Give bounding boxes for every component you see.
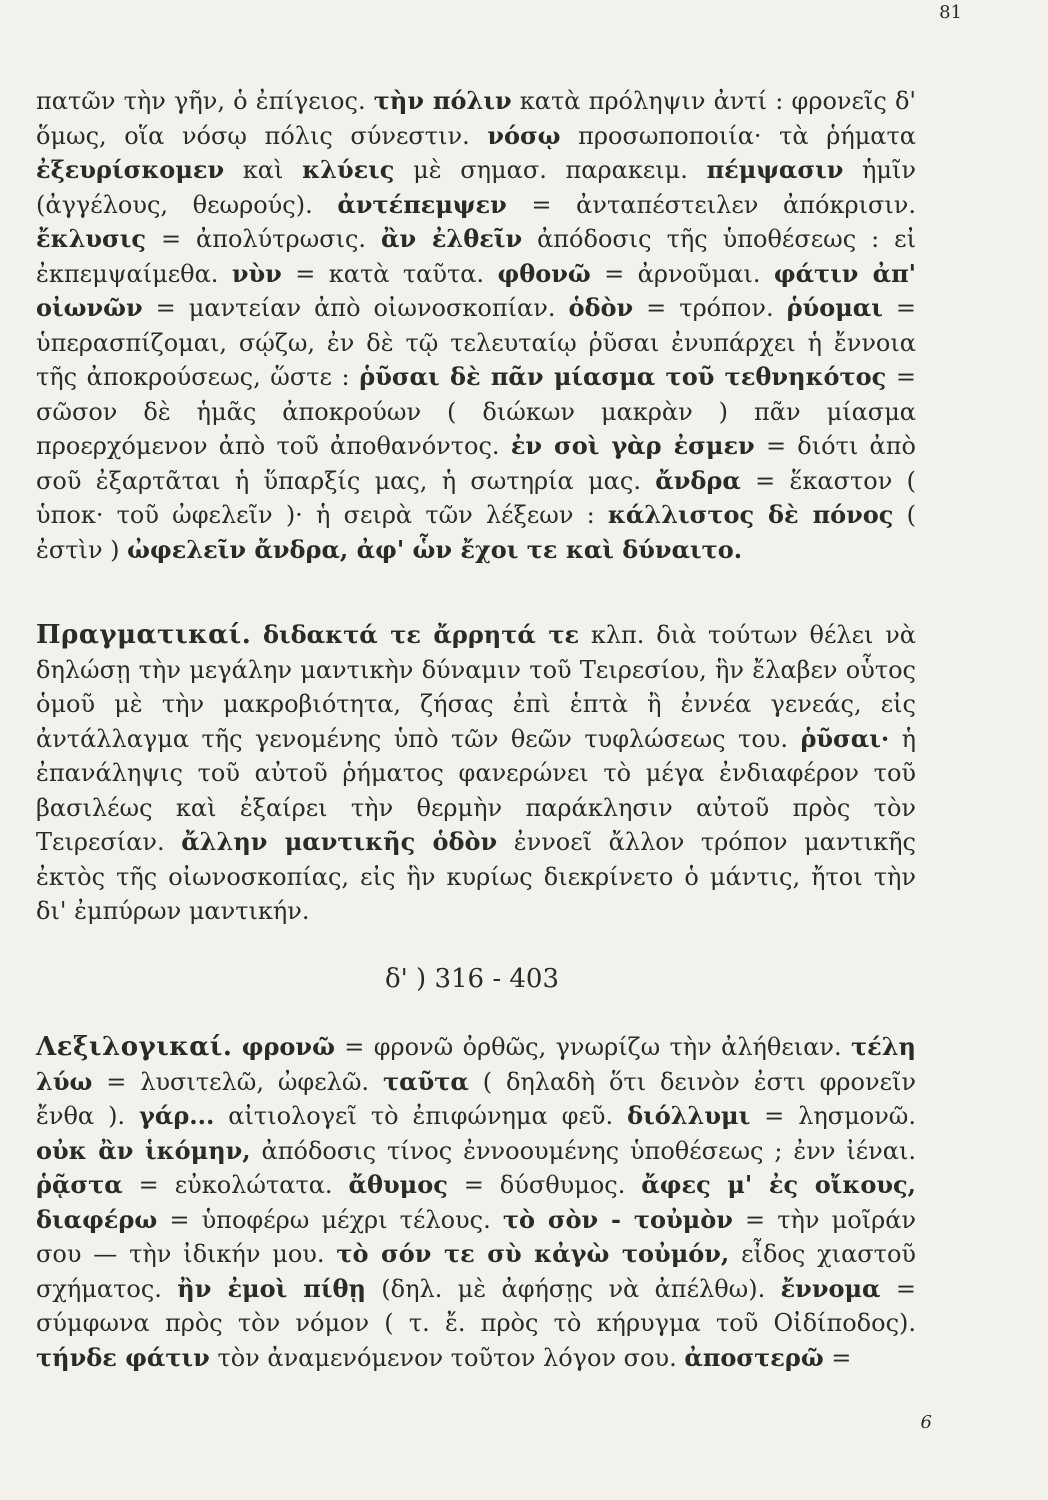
text-run: εἶδος χιαστοῦ σχήματος.	[36, 1240, 916, 1303]
bold-term: ἂν ἐλθεῖν	[381, 224, 523, 253]
text-run: =	[823, 1343, 852, 1372]
text-run: = φρονῶ ὀρθῶς, γνωρίζω τὴν ἀλήθειαν.	[334, 1033, 851, 1061]
text-run: = κατὰ ταῦτα.	[281, 259, 498, 288]
text-run: = τὴν μοῖράν σου — τὴν ἰδικήν μου.	[36, 1205, 917, 1268]
text-run: καὶ	[224, 156, 303, 184]
bold-term: ἔκλυσις	[36, 224, 146, 253]
text-run: κατὰ πρόληψιν ἀντί : φρονεῖς δ' ὅμως, οἵα νόσῳ πόλις σύνεστιν.	[36, 87, 917, 150]
bold-term: γάρ...	[139, 1101, 215, 1130]
text-run: ἡμῖν (ἀγγέλους, θεωρούς).	[36, 156, 917, 219]
bold-term: τήνδε φάτιν	[36, 1342, 210, 1372]
bold-term: ἢν ἐμοὶ πίθῃ	[177, 1273, 366, 1303]
text-run: = εὐκολώτατα.	[122, 1171, 349, 1199]
bold-term: ἄλλην μαντικῆς ὁδὸν	[181, 827, 498, 856]
bold-term: ἄνδρα	[655, 465, 741, 495]
paragraph	[36, 1030, 916, 1375]
text-run: = δύσθυμος.	[447, 1171, 642, 1199]
bold-term: φρονῶ	[241, 1032, 335, 1061]
text-run: = μαντείαν ἀπὸ οἰωνοσκοπίαν.	[142, 294, 569, 322]
bold-term: διδακτά τε ἄρρητά τε	[263, 620, 580, 649]
text-run: προσωποποιία· τὰ ῥήματα	[560, 121, 916, 150]
text-run: κλπ. διὰ τούτων θέλει νὰ δηλώσῃ τὴν μεγάλην μαντικὴν δύναμιν τοῦ Τειρεσίου, ἣν ἔλαβεν οὗτος ὁμοῦ μὲ τὴν μακροβιότητα, ζήσας ἐπὶ ἑπτὰ ἢ ἐννέα γενεάς, εἰς ἀντάλλαγμα τῆς γενομένης ὑπὸ τῶν θεῶν τυφλώσεως του.	[36, 621, 916, 753]
commentary-block-a	[36, 84, 916, 567]
bold-term: κάλλιστος δὲ πόνος	[607, 500, 894, 529]
text-run: ἡ ἐπανάληψις τοῦ αὐτοῦ ῥήματος φανερώνει τὸ μέγα ἐνδιαφέρον τοῦ βασιλέως καὶ ἐξαίρει τὴν θερμὴν παράκλησιν αὐτοῦ πρὸς τὸν Τειρεσίαν.	[36, 724, 917, 856]
bold-term: διόλλυμι	[627, 1101, 751, 1130]
bold-term: ἐξευρίσκομεν	[36, 155, 225, 184]
bold-term: τὸ σὸν - τοὐμὸν	[502, 1204, 733, 1234]
text-run: μὲ σημασ. παρακειμ.	[394, 156, 707, 184]
text-run: = ἀνταπέστειλεν ἀπόκρισιν.	[506, 190, 916, 219]
paragraph-body	[36, 1033, 916, 1372]
bold-term: τὴν πόλιν	[373, 86, 512, 115]
bold-term: φθονῶ	[497, 258, 591, 288]
text-run: = ἀρνοῦμαι.	[590, 259, 774, 288]
bold-term: ταῦτα	[382, 1066, 469, 1096]
bold-term: νὺν	[231, 258, 282, 288]
text-run: ( ἐστὶν )	[36, 501, 916, 564]
text-run: αἰτιολογεῖ τὸ ἐπιφώνημα φεῦ.	[214, 1102, 628, 1130]
text-run: ἐννοεῖ ἄλλον τρόπον μαντικῆς ἐκτὸς τῆς οἰωνοσκοπίας, εἰς ἣν κυρίως διεκρίνετο ὁ μάντις, ἤτοι τὴν δι' ἐμπύρων μαντικήν.	[36, 828, 916, 925]
text-run: = ὑπερασπίζομαι, σῴζω, ἐν δὲ τῷ τελευταίῳ ῥῦσαι ἐνυπάρχει ἡ ἔννοια τῆς ἀποκρούσεως, ὥστε :	[36, 294, 916, 391]
text-run: ἀπόδοσις τῆς ὑποθέσεως : εἰ ἐκπεμψαίμεθα.	[36, 225, 916, 288]
text-run: = λησμονῶ.	[750, 1102, 917, 1130]
bold-term: ῥῦσαι δὲ πᾶν μίασμα τοῦ τεθνηκότος	[359, 362, 887, 391]
bold-term: ὠφελεῖν ἄνδρα, ἀφ' ὧν ἔχοι τε καὶ δύναιτο.	[127, 534, 743, 564]
text-run: = ἕκαστον ( ὑποκ· τοῦ ὠφελεῖν )· ἡ σειρὰ τῶν λέξεων :	[36, 466, 916, 529]
bold-term: τὸ σόν τε σὺ κἀγὼ τοὐμόν,	[336, 1239, 730, 1268]
bold-term: κλύεις	[302, 155, 395, 184]
section-heading: Λεξιλογικαί.	[36, 1032, 233, 1062]
commentary-block-b	[36, 618, 916, 929]
signature-mark: 6	[920, 1412, 932, 1433]
text-run: = ἀπολύτρωσις.	[145, 225, 382, 253]
bold-term: ἔννομα	[780, 1273, 881, 1303]
paragraph	[36, 618, 916, 929]
bold-term: ὁδὸν	[568, 293, 634, 322]
text-run	[232, 1033, 241, 1061]
bold-term: πέμψασιν	[706, 155, 844, 184]
text-run: = σῶσον δὲ ἡμᾶς ἀποκρούων ( διώκων μακρὰν ) πᾶν μίασμα προερχόμενον ἀπὸ τοῦ ἀποθανόντος.	[36, 363, 916, 460]
paragraph	[36, 84, 916, 567]
section-heading: Πραγματικαί.	[36, 620, 252, 650]
text-run: = ὑποφέρω μέχρι τέλους.	[157, 1205, 503, 1234]
bold-term: νόσῳ	[487, 120, 561, 150]
text-run: (δηλ. μὲ ἀφήσῃς νὰ ἀπέλθω).	[365, 1274, 781, 1303]
text-run: = λυσιτελῶ, ὠφελῶ.	[92, 1067, 383, 1096]
bold-term: ἐν σοὶ γὰρ ἐσμεν	[510, 431, 755, 460]
section-label: δ' ) 316 - 403	[384, 964, 560, 994]
text-run: τὸν ἀναμενόμενον τοῦτον λόγον σου.	[209, 1343, 685, 1372]
page-number: 81	[939, 2, 962, 23]
bold-term: τέλη λύω	[36, 1032, 916, 1096]
bold-term: ἄφες μ' ἐς οἴκους,	[641, 1170, 916, 1199]
bold-term: ῥῦσαι·	[800, 723, 890, 753]
text-run: = διότι ἀπὸ σοῦ ἐξαρτᾶται ἡ ὕπαρξίς μας, ἡ σωτηρία μας.	[36, 432, 916, 495]
bold-term: ῥᾷστα	[36, 1170, 123, 1199]
bold-term: ἀντέπεμψεν	[337, 189, 507, 219]
text-run: = σύμφωνα πρὸς τὸν νόμον ( τ. ἔ. πρὸς τὸ κήρυγμα τοῦ Οἰδίποδος).	[36, 1274, 916, 1337]
bold-term: ῥύομαι	[786, 293, 883, 322]
text-run: ( δηλαδὴ ὅτι δεινὸν ἐστι φρονεῖν ἔνθα ).	[36, 1067, 917, 1130]
text-run: πατῶν τὴν γῆν, ὁ ἐπίγειος.	[36, 87, 374, 115]
commentary-block-c	[36, 1030, 916, 1375]
text-run: ἀπόδοσις τίνος ἐννοουμένης ὑποθέσεως ; ἐνν ἰέναι.	[250, 1136, 916, 1165]
bold-term: διαφέρω	[36, 1204, 158, 1234]
text-run: = τρόπον.	[633, 294, 787, 322]
text-run	[251, 621, 263, 649]
bold-term: οὐκ ἂν ἱκόμην,	[36, 1135, 251, 1165]
bold-term: ἀποστερῶ	[684, 1342, 824, 1372]
bold-term: φάτιν ἀπ' οἰωνῶν	[36, 258, 916, 322]
bold-term: ἄθυμος	[348, 1170, 448, 1199]
paragraph-body	[36, 621, 916, 925]
